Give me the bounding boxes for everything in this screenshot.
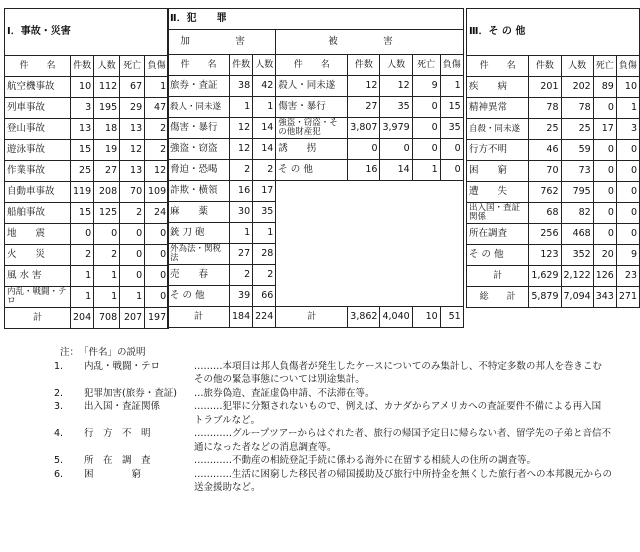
deaths-cell: 0 [593, 182, 616, 203]
people-cell: 82 [561, 203, 593, 224]
perpetrator-people-cell: 28 [253, 244, 276, 265]
note-description: ………本項目は邦人負傷者が発生したケースについてのみ集計し、不特定多数の邦人を巻きこむ [194, 360, 602, 372]
table-row [5, 287, 169, 308]
victim-injured-cell: 35 [440, 118, 463, 139]
name-cell: 行方不明 [467, 140, 529, 161]
injured-cell: 0 [616, 203, 639, 224]
table-row [467, 245, 640, 266]
other-table [466, 8, 640, 308]
perpetrator-people-cell: 1 [253, 97, 276, 118]
people-cell: 125 [94, 203, 120, 224]
header-people: 人数 [561, 56, 593, 77]
cases-cell: 1 [71, 287, 94, 308]
deaths-cell: 0 [593, 98, 616, 119]
section-title: Ⅲ．そ の 他 [467, 9, 640, 56]
people-cell: 795 [561, 182, 593, 203]
note-continuation [32, 373, 632, 387]
deaths-cell: 207 [120, 308, 145, 329]
victim-deaths-cell: 0 [412, 97, 440, 118]
note-term: 所 在 調 査 [84, 455, 151, 466]
name-cell: そ の 他 [467, 245, 529, 266]
name-cell: 計 [5, 308, 71, 329]
deaths-cell: 126 [593, 266, 616, 287]
table-row [5, 77, 169, 98]
cases-cell: 70 [529, 161, 561, 182]
table-row [168, 160, 464, 181]
perpetrator-people-cell: 17 [253, 181, 276, 202]
note-continuation [32, 441, 632, 455]
perpetrator-name-cell: 旅券・査証 [168, 76, 230, 97]
perpetrator-cases-cell: 2 [230, 265, 253, 286]
people-cell: 19 [94, 140, 120, 161]
people-cell: 2 [94, 245, 120, 266]
name-cell: 内乱・戦闘・テロ [5, 287, 71, 308]
perpetrator-name-cell: 傷害・暴行 [168, 118, 230, 139]
note-description: ………犯罪に分類されないもので、例えば、カナダからアメリカへの査証要件不備による再入国 [194, 401, 602, 412]
victim-injured-cell: 51 [440, 307, 463, 328]
victim-name-cell: 殺人・同未遂 [276, 76, 348, 97]
deaths-cell: 13 [120, 161, 145, 182]
victim-injured-cell: 0 [440, 139, 463, 160]
perpetrator-cases-cell: 39 [230, 286, 253, 307]
cases-cell: 3 [71, 98, 94, 119]
cases-cell: 2 [71, 245, 94, 266]
injured-cell: 0 [145, 245, 169, 266]
people-cell: 708 [94, 308, 120, 329]
perpetrator-people-cell: 2 [253, 160, 276, 181]
table-row [168, 76, 464, 97]
cases-cell: 1 [71, 266, 94, 287]
injured-cell: 24 [145, 203, 169, 224]
people-cell: 1 [94, 287, 120, 308]
injured-cell: 0 [145, 266, 169, 287]
table-row [5, 245, 169, 266]
table-row [467, 77, 640, 98]
note-item [32, 360, 632, 374]
table-row [467, 140, 640, 161]
header-injured: 負傷 [616, 56, 639, 77]
note-term: 出入国・査証関係 [84, 401, 161, 412]
name-cell: 船舶事故 [5, 203, 71, 224]
deaths-cell: 12 [120, 140, 145, 161]
cases-cell: 762 [529, 182, 561, 203]
header-cases: 件数 [529, 56, 561, 77]
cases-cell: 46 [529, 140, 561, 161]
victim-injured-cell: 0 [440, 160, 463, 181]
deaths-cell: 67 [120, 77, 145, 98]
perpetrator-people-cell: 14 [253, 118, 276, 139]
cases-cell: 256 [529, 224, 561, 245]
people-cell: 112 [94, 77, 120, 98]
cases-cell: 1,629 [529, 266, 561, 287]
injured-cell: 109 [145, 182, 169, 203]
cases-cell: 15 [71, 203, 94, 224]
table-row [168, 139, 464, 160]
table-row [168, 181, 464, 202]
accident-disaster-table [4, 8, 169, 329]
header-name: 件 名 [168, 55, 230, 76]
victim-name-cell: 傷害・暴行 [276, 97, 348, 118]
injured-cell: 0 [616, 224, 639, 245]
people-cell: 208 [94, 182, 120, 203]
injured-cell: 0 [145, 287, 169, 308]
injured-cell: 47 [145, 98, 169, 119]
note-number: 2. [54, 387, 64, 399]
deaths-cell: 0 [593, 203, 616, 224]
notes [32, 346, 632, 495]
table-row [467, 203, 640, 224]
table-row [5, 98, 169, 119]
table-row [5, 119, 169, 140]
victim-people-cell: 3,979 [380, 118, 412, 139]
blank-area [276, 181, 463, 307]
victim-people-cell: 14 [380, 160, 412, 181]
people-cell: 1 [94, 266, 120, 287]
note-description: …………生活に困窮した移民者の帰国援助及び旅行中所持金を無くした旅行者への本邦親元からの [194, 468, 613, 480]
note-item [32, 468, 632, 482]
people-cell: 468 [561, 224, 593, 245]
header-deaths: 死亡 [412, 55, 440, 76]
header-cases: 件数 [71, 56, 94, 77]
injured-cell: 1 [145, 77, 169, 98]
victim-cases-cell: 0 [348, 139, 380, 160]
note-description: …………グループツアーからはぐれた者、旅行の帰国予定日に帰らない者、留学先の子弟と音信不 [194, 428, 611, 439]
table-row [467, 119, 640, 140]
injured-cell: 1 [616, 98, 639, 119]
crime-table [167, 8, 464, 328]
notes-heading: 注： 「件名」の説明 [60, 347, 146, 358]
note-number: 3. [54, 401, 64, 412]
people-cell: 73 [561, 161, 593, 182]
deaths-cell: 13 [120, 119, 145, 140]
deaths-cell: 2 [120, 203, 145, 224]
victim-name-cell: 強盗・窃盗・その他財産犯 [276, 118, 348, 139]
perpetrator-name-cell: 詐欺・横領 [168, 181, 230, 202]
header-cases: 件数 [348, 55, 380, 76]
perpetrator-name-cell: 銃 刀 砲 [168, 223, 230, 244]
section-title: Ⅱ．犯 罪 [168, 9, 464, 30]
note-item [32, 454, 632, 468]
cases-cell: 5,879 [529, 287, 561, 308]
deaths-cell: 20 [593, 245, 616, 266]
perpetrator-cases-cell: 30 [230, 202, 253, 223]
cases-cell: 123 [529, 245, 561, 266]
note-term: 困 窮 [84, 468, 142, 480]
note-description-cont: トラブルなど。 [194, 414, 261, 426]
table-row [467, 224, 640, 245]
perpetrator-cases-cell: 38 [230, 76, 253, 97]
cases-cell: 78 [529, 98, 561, 119]
perpetrator-name-cell: そ の 他 [168, 286, 230, 307]
note-number: 5. [54, 455, 64, 466]
perpetrator-total-label: 計 [168, 307, 230, 328]
note-item [32, 427, 632, 441]
injured-cell: 0 [616, 161, 639, 182]
header-name: 件 名 [467, 56, 529, 77]
name-cell: 航空機事故 [5, 77, 71, 98]
perpetrator-cases-cell: 1 [230, 97, 253, 118]
note-description-cont: 通になった者などの消息調査等。 [194, 441, 337, 453]
header-cases: 件数 [230, 55, 253, 76]
deaths-cell: 70 [120, 182, 145, 203]
perpetrator-people-cell: 14 [253, 139, 276, 160]
table-row [5, 140, 169, 161]
perpetrator-people-cell: 2 [253, 265, 276, 286]
deaths-cell: 17 [593, 119, 616, 140]
injured-cell: 3 [616, 119, 639, 140]
injured-cell: 0 [616, 182, 639, 203]
victim-people-cell: 35 [380, 97, 412, 118]
note-term: 行 方 不 明 [84, 428, 151, 439]
total-row [168, 307, 464, 328]
perpetrator-cases-cell: 2 [230, 160, 253, 181]
victim-cases-cell: 27 [348, 97, 380, 118]
injured-cell: 0 [145, 224, 169, 245]
name-cell: 疾 病 [467, 77, 529, 98]
perpetrator-name-cell: 殺人・同未遂 [168, 97, 230, 118]
people-cell: 59 [561, 140, 593, 161]
table-row [5, 308, 169, 329]
total-row [467, 266, 640, 287]
cases-cell: 10 [71, 77, 94, 98]
victim-deaths-cell: 0 [412, 118, 440, 139]
table-row [168, 97, 464, 118]
perpetrator-cases-cell: 27 [230, 244, 253, 265]
name-cell: 火 災 [5, 245, 71, 266]
header-injured: 負傷 [145, 56, 169, 77]
victim-cases-cell: 3,862 [348, 307, 380, 328]
deaths-cell: 89 [593, 77, 616, 98]
deaths-cell: 1 [120, 287, 145, 308]
perpetrator-cases-cell: 1 [230, 223, 253, 244]
header-name: 件 名 [5, 56, 71, 77]
people-cell: 2,122 [561, 266, 593, 287]
injured-cell: 23 [616, 266, 639, 287]
name-cell: 登山事故 [5, 119, 71, 140]
injured-cell: 0 [616, 140, 639, 161]
total-label: 計 [467, 266, 529, 287]
deaths-cell: 343 [593, 287, 616, 308]
cases-cell: 204 [71, 308, 94, 329]
header-people: 人数 [94, 56, 120, 77]
cases-cell: 25 [71, 161, 94, 182]
people-cell: 27 [94, 161, 120, 182]
victim-cases-cell: 3,807 [348, 118, 380, 139]
victim-deaths-cell: 10 [412, 307, 440, 328]
note-continuation [32, 481, 632, 495]
deaths-cell: 0 [120, 266, 145, 287]
perpetrator-cases-cell: 184 [230, 307, 253, 328]
victim-people-cell: 12 [380, 76, 412, 97]
name-cell: 作業事故 [5, 161, 71, 182]
victim-deaths-cell: 9 [412, 76, 440, 97]
note-continuation [32, 414, 632, 428]
victim-total-label: 計 [276, 307, 348, 328]
people-cell: 25 [561, 119, 593, 140]
name-cell: 出入国・査証関係 [467, 203, 529, 224]
header-name: 件 名 [276, 55, 348, 76]
cases-cell: 0 [71, 224, 94, 245]
perpetrator-name-cell: 脅迫・恐喝 [168, 160, 230, 181]
perpetrator-people-cell: 1 [253, 223, 276, 244]
deaths-cell: 0 [120, 245, 145, 266]
note-item [32, 400, 632, 414]
perpetrator-name-cell: 外為法・関税法 [168, 244, 230, 265]
table-row [5, 203, 169, 224]
name-cell: 所在調査 [467, 224, 529, 245]
perpetrator-people-cell: 42 [253, 76, 276, 97]
name-cell: 自動車事故 [5, 182, 71, 203]
cases-cell: 13 [71, 119, 94, 140]
table-row [467, 161, 640, 182]
perpetrator-people-cell: 66 [253, 286, 276, 307]
injured-cell: 10 [616, 77, 639, 98]
perpetrator-people-cell: 35 [253, 202, 276, 223]
note-number: 6. [54, 468, 64, 480]
deaths-cell: 0 [120, 224, 145, 245]
people-cell: 352 [561, 245, 593, 266]
grand-row [467, 287, 640, 308]
note-number: 1. [54, 360, 64, 372]
note-number: 4. [54, 428, 64, 439]
note-item [32, 387, 632, 401]
victim-deaths-cell: 1 [412, 160, 440, 181]
name-cell: 遭 失 [467, 182, 529, 203]
name-cell: 列車事故 [5, 98, 71, 119]
header-people: 人数 [253, 55, 276, 76]
perpetrator-cases-cell: 16 [230, 181, 253, 202]
perpetrator-name-cell: 売 春 [168, 265, 230, 286]
victim-injured-cell: 1 [440, 76, 463, 97]
perpetrator-name-cell: 強盗・窃盗 [168, 139, 230, 160]
name-cell: 遊泳事故 [5, 140, 71, 161]
table-row [5, 182, 169, 203]
deaths-cell: 0 [593, 161, 616, 182]
perpetrator-people-cell: 224 [253, 307, 276, 328]
injured-cell: 271 [616, 287, 639, 308]
note-description-cont: その他の緊急事態については別途集計。 [194, 374, 365, 385]
cases-cell: 15 [71, 140, 94, 161]
name-cell: 精神異常 [467, 98, 529, 119]
people-cell: 195 [94, 98, 120, 119]
victim-name-cell: そ の 他 [276, 160, 348, 181]
victim-people-cell: 4,040 [380, 307, 412, 328]
cases-cell: 201 [529, 77, 561, 98]
deaths-cell: 0 [593, 224, 616, 245]
people-cell: 78 [561, 98, 593, 119]
table-row [467, 182, 640, 203]
header-injured: 負傷 [440, 55, 463, 76]
deaths-cell: 29 [120, 98, 145, 119]
victim-people-cell: 0 [380, 139, 412, 160]
note-description-cont: 送金援助など。 [194, 482, 261, 493]
victim-cases-cell: 16 [348, 160, 380, 181]
table-row [5, 266, 169, 287]
victim-name-cell: 誘 拐 [276, 139, 348, 160]
injured-cell: 197 [145, 308, 169, 329]
perpetrator-cases-cell: 12 [230, 139, 253, 160]
name-cell: 困 窮 [467, 161, 529, 182]
table-row [5, 161, 169, 182]
perpetrator-subheader: 加 害 [168, 30, 276, 55]
grand-label: 総 計 [467, 287, 529, 308]
note-term: 内乱・戦闘・テロ [84, 360, 161, 372]
victim-injured-cell: 15 [440, 97, 463, 118]
injured-cell: 9 [616, 245, 639, 266]
people-cell: 202 [561, 77, 593, 98]
perpetrator-name-cell: 麻 薬 [168, 202, 230, 223]
section-title: Ⅰ．事故・災害 [5, 9, 169, 56]
note-description: …旅券偽造、査証虚偽申請、不法滞在等。 [194, 387, 375, 399]
victim-subheader: 被 害 [276, 30, 463, 55]
header-deaths: 死亡 [593, 56, 616, 77]
name-cell: 地 震 [5, 224, 71, 245]
cases-cell: 25 [529, 119, 561, 140]
injured-cell: 2 [145, 140, 169, 161]
cases-cell: 68 [529, 203, 561, 224]
note-term: 犯罪加害(旅券・査証) [84, 387, 177, 399]
people-cell: 18 [94, 119, 120, 140]
injured-cell: 2 [145, 119, 169, 140]
table-row [168, 118, 464, 139]
header-deaths: 死亡 [120, 56, 145, 77]
header-people: 人数 [380, 55, 412, 76]
deaths-cell: 0 [593, 140, 616, 161]
table-row [5, 224, 169, 245]
victim-deaths-cell: 0 [412, 139, 440, 160]
name-cell: 自殺・同未遂 [467, 119, 529, 140]
perpetrator-cases-cell: 12 [230, 118, 253, 139]
people-cell: 7,094 [561, 287, 593, 308]
note-description: …………不動産の相続登記手続に係わる海外に在留する相続人の住所の調査等。 [194, 455, 537, 466]
people-cell: 0 [94, 224, 120, 245]
injured-cell: 12 [145, 161, 169, 182]
name-cell: 風 水 害 [5, 266, 71, 287]
cases-cell: 119 [71, 182, 94, 203]
table-row [467, 98, 640, 119]
victim-cases-cell: 12 [348, 76, 380, 97]
